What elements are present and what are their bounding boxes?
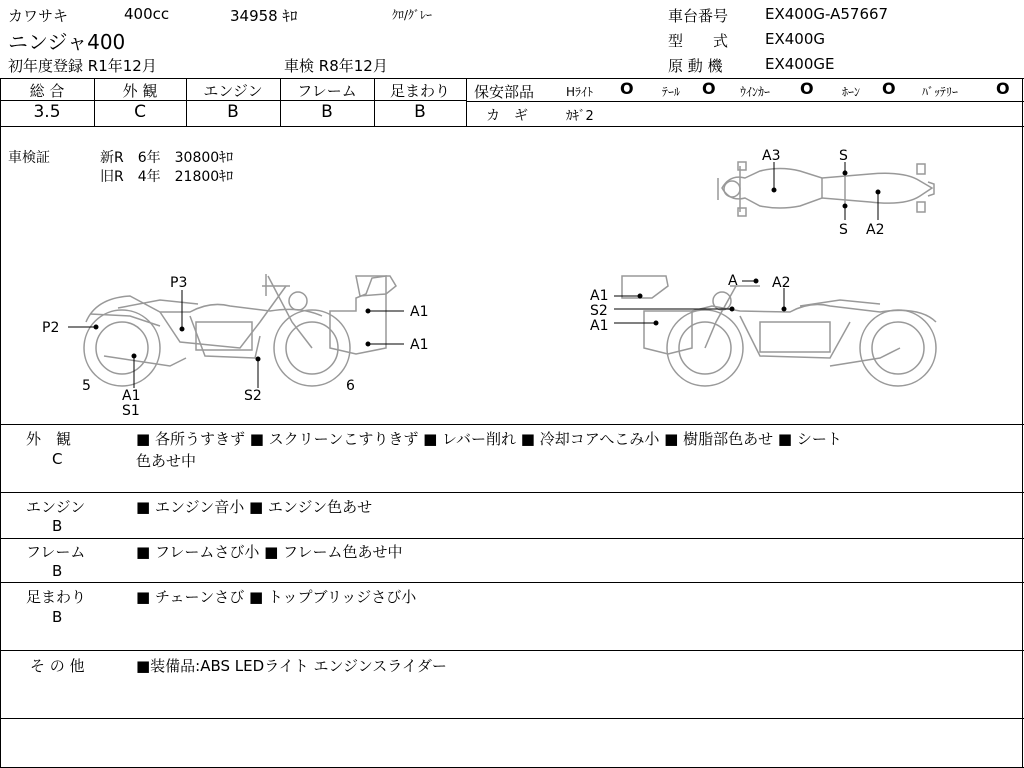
score-label-engine: エンジン [203, 82, 263, 100]
label-top-s2: S [839, 222, 848, 238]
label-top-a2: A2 [866, 222, 885, 238]
left-side-bike [84, 274, 396, 386]
remark-exterior-text: ■ 各所うすきず ■ スクリーンこすりきず ■ レバー削れ ■ 冷却コアへこみ小 ■ 樹脂部色あせ ■ シート [136, 430, 842, 448]
remark-frame-label: フレーム [26, 543, 86, 561]
safety-tail-status: O [702, 79, 716, 98]
label-left-a1-bottom: A1 [122, 388, 141, 404]
safety-horn-status: O [882, 79, 896, 98]
label-top-a3: A3 [762, 148, 781, 164]
color: ｸﾛ/ｸﾞﾚｰ [392, 8, 433, 22]
frame-no-label: 車台番号 [668, 7, 729, 25]
remark-engine-grade: B [52, 517, 63, 535]
safety-headlight-status: O [620, 79, 634, 98]
score-value-frame: B [321, 102, 333, 122]
score-value-suspension: B [414, 102, 426, 122]
cert-label: 車検証 [8, 150, 50, 166]
remark-frame-grade: B [52, 562, 63, 580]
score-value-exterior: C [134, 102, 146, 122]
safety-headlight-label: Hﾗｲﾄ [566, 85, 594, 99]
safety-title: 保安部品 [474, 83, 535, 101]
label-top-s1: S [839, 148, 848, 164]
model-name: ニンジャ400 [8, 30, 126, 54]
maker: カワサキ [8, 7, 69, 25]
remark-exterior-grade: C [52, 450, 63, 468]
remark-suspension-grade: B [52, 608, 63, 626]
top-view-bike [718, 162, 934, 216]
right-side-bike [622, 276, 936, 386]
cert-old: 旧R 4年 21800ｷﾛ [100, 169, 234, 185]
remark-engine-label: エンジン [26, 498, 86, 516]
key-value: ｶｷﾞ2 [566, 109, 594, 124]
frame-no: EX400G-A57667 [765, 5, 889, 23]
first-registration: 初年度登録 R1年12月 [8, 57, 157, 75]
label-left-a1-upper: A1 [410, 304, 429, 320]
type-value: EX400G [765, 30, 826, 48]
label-right-a1-lower: A1 [590, 318, 609, 334]
remark-frame-text: ■ フレームさび小 ■ フレーム色あせ中 [136, 543, 403, 561]
remark-exterior-text-cont: 色あせ中 [136, 452, 197, 470]
safety-winker-status: O [800, 79, 814, 98]
label-left-p3: P3 [170, 275, 188, 291]
safety-horn-label: ﾎｰﾝ [842, 85, 861, 99]
remark-engine-text: ■ エンジン音小 ■ エンジン色あせ [136, 498, 373, 516]
score-label-exterior: 外 観 [122, 82, 158, 100]
label-left-6: 6 [346, 378, 355, 394]
label-right-a1-upper: A1 [590, 288, 609, 304]
remark-suspension-text: ■ チェーンさび ■ トップブリッジさび小 [136, 588, 417, 606]
score-label-overall: 総 合 [29, 82, 65, 100]
label-left-s2: S2 [244, 388, 262, 404]
motorcycle-diagram [0, 126, 1024, 426]
mileage: 34958 ｷﾛ [230, 7, 298, 25]
remark-suspension-label: 足まわり [26, 588, 87, 606]
label-left-s1: S1 [122, 403, 140, 419]
key-label: カ ギ [486, 108, 528, 124]
label-left-5: 5 [82, 378, 91, 394]
inspection-date: 車検 R8年12月 [284, 57, 388, 75]
label-right-a: A [728, 273, 738, 289]
cert-new: 新R 6年 30800ｷﾛ [100, 150, 234, 166]
remark-exterior-label: 外 観 [26, 430, 72, 448]
remark-other-text: ■装備品:ABS LEDライト エンジンスライダー [136, 657, 447, 675]
safety-battery-label: ﾊﾞｯﾃﾘｰ [922, 85, 959, 99]
engine-model: EX400GE [765, 55, 835, 73]
label-left-a1-lower: A1 [410, 337, 429, 353]
label-left-p2: P2 [42, 320, 60, 336]
type-label: 型 式 [668, 32, 729, 50]
label-right-s2: S2 [590, 303, 608, 319]
displacement: 400cc [124, 5, 170, 23]
score-label-frame: フレーム [297, 82, 357, 100]
safety-battery-status: O [996, 79, 1010, 98]
safety-tail-label: ﾃｰﾙ [662, 85, 681, 99]
safety-winker-label: ｳｲﾝｶｰ [740, 85, 771, 99]
score-value-overall: 3.5 [33, 102, 61, 122]
remark-other-label: そ の 他 [30, 657, 85, 675]
score-value-engine: B [227, 102, 239, 122]
engine-model-label: 原 動 機 [668, 57, 723, 75]
score-label-suspension: 足まわり [389, 82, 450, 100]
label-right-a2: A2 [772, 275, 791, 291]
